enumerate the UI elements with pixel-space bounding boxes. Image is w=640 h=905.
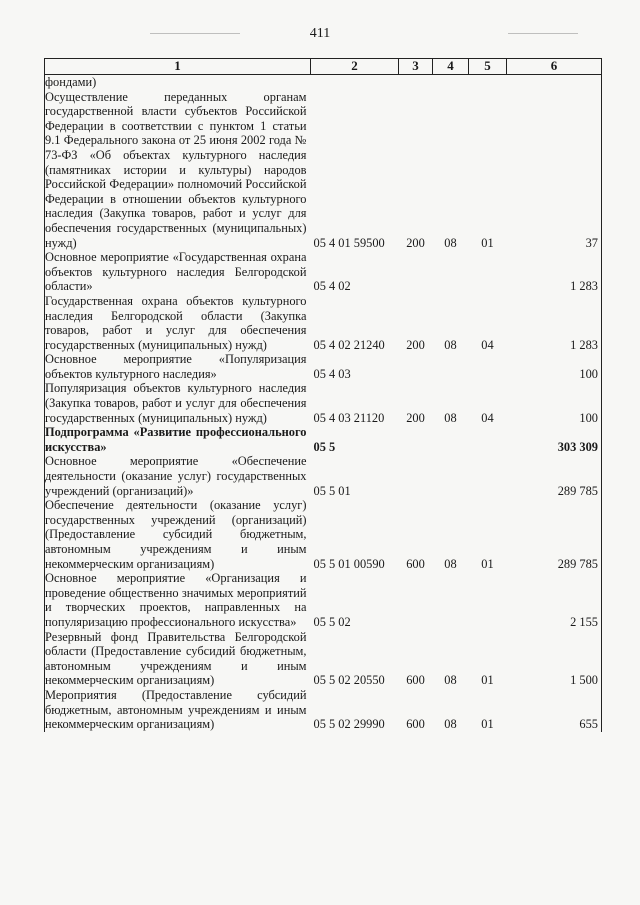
table-body [45,75,602,732]
row-subsection: 01 [481,717,494,732]
row-name: Основное мероприятие «Обеспечение деятельности (оказание услуг) государственных учреждений (организаций)» [45,454,311,498]
row-code: 05 5 [313,439,336,454]
row-code: 05 5 02 [313,614,351,629]
row-name: Основное мероприятие «Организация и проведение общественно значимых мероприятий и творческих проектов, направленных на популяризацию профессионального искусства» [45,571,311,629]
row-expense-type [399,352,433,381]
row-expense-type: 200 [406,410,425,425]
row-section: 08 [444,717,457,732]
row-subsection: 01 [481,556,494,571]
row-subsection [469,571,507,629]
row-amount: 1 283 [507,250,602,294]
row-section: 08 [444,673,457,688]
row-code: 05 4 02 21240 [313,337,385,352]
row-section [433,250,469,294]
row-subsection [469,75,507,90]
table-row [45,352,602,381]
row-section: 08 [444,235,457,250]
row-section [433,425,469,454]
row-subsection: 01 [481,673,494,688]
page-number: 411 [309,26,331,41]
row-amount: 1 283 [507,294,602,352]
row-subsection: 01 [481,235,494,250]
table-row [45,498,602,571]
row-expense-type: 200 [406,337,425,352]
row-name: Государственная охрана объектов культурного наследия Белгородской области (Закупка товаров, работ и услуг для обеспечения государственных (муниципальных) нужд) [45,294,311,352]
row-code: 05 4 01 59500 [313,235,385,250]
row-code [311,75,399,90]
table-row [45,454,602,498]
row-amount [507,75,602,90]
row-section: 08 [444,556,457,571]
scan-artifact [150,33,240,34]
row-name: Осуществление переданных органам государственной власти субъектов Российской Федерации в соответствии с пунктом 1 статьи 9.1 Федерального закона от 25 июня 2002 года № 73-ФЗ «Об объектах культурного наследия (памятниках истории и культуры) народов Российской Федерации» полномочий Российской Федерации в отношении объектов культурного наследия (Закупка товаров, работ и услуг для обеспечения государственных (муниципальных) нужд) [45,90,311,251]
header-col-5: 5 [469,59,507,75]
row-subsection: 04 [481,337,494,352]
row-amount: 289 785 [507,454,602,498]
row-code: 05 5 02 29990 [313,717,385,732]
row-code: 05 4 03 21120 [313,410,385,425]
row-section [433,352,469,381]
row-name: Основное мероприятие «Популяризация объектов культурного наследия» [45,352,311,381]
scan-artifact [508,33,578,34]
header-col-4: 4 [433,59,469,75]
row-expense-type: 600 [406,673,425,688]
header-col-6: 6 [507,59,602,75]
row-section [433,454,469,498]
row-code: 05 5 01 00590 [313,556,385,571]
table-header-row [45,59,602,75]
row-subsection [469,352,507,381]
table-row [45,425,602,454]
row-subsection [469,454,507,498]
row-section [433,75,469,90]
table-row [45,688,602,732]
row-code: 05 4 02 [313,279,351,294]
table-row [45,381,602,425]
row-name: Мероприятия (Предоставление субсидий бюджетным, автономным учреждениям и иным некоммерческим организациям) [45,688,311,732]
row-section [433,571,469,629]
row-amount: 303 309 [507,425,602,454]
row-expense-type [399,425,433,454]
row-expense-type [399,250,433,294]
row-amount: 2 155 [507,571,602,629]
row-amount: 100 [507,352,602,381]
row-expense-type [399,571,433,629]
row-amount: 289 785 [507,498,602,571]
row-name: Популяризация объектов культурного наследия (Закупка товаров, работ и услуг для обеспечения государственных (муниципальных) нужд) [45,381,311,425]
row-section: 08 [444,410,457,425]
row-expense-type: 600 [406,717,425,732]
row-code: 05 5 02 20550 [313,673,385,688]
row-code: 05 5 01 [313,483,351,498]
row-name: Обеспечение деятельности (оказание услуг) государственных учреждений (организаций) (Предоставление субсидий бюджетным, автономным учреждениям и иным некоммерческим организациям) [45,498,311,571]
row-name: фондами) [45,75,311,90]
row-amount: 655 [507,688,602,732]
header-col-3: 3 [399,59,433,75]
header-col-1: 1 [45,59,311,75]
row-subsection: 04 [481,410,494,425]
table-row [45,571,602,629]
table-row [45,90,602,251]
table-row [45,250,602,294]
budget-table [44,58,602,732]
row-name: Основное мероприятие «Государственная охрана объектов культурного наследия Белгородской области» [45,250,311,294]
table-row [45,630,602,688]
table-row [45,294,602,352]
table-row [45,75,602,90]
row-section: 08 [444,337,457,352]
row-amount: 100 [507,381,602,425]
row-name: Подпрограмма «Развитие профессионального искусства» [45,425,311,454]
row-expense-type: 200 [406,235,425,250]
row-amount: 1 500 [507,630,602,688]
row-subsection [469,250,507,294]
row-subsection [469,425,507,454]
header-col-2: 2 [311,59,399,75]
row-expense-type [399,454,433,498]
row-expense-type: 600 [406,556,425,571]
row-code: 05 4 03 [313,366,351,381]
row-name: Резервный фонд Правительства Белгородской области (Предоставление субсидий бюджетным, автономным учреждениям и иным некоммерческим организациям) [45,630,311,688]
row-amount: 37 [507,90,602,251]
row-expense-type [399,75,433,90]
